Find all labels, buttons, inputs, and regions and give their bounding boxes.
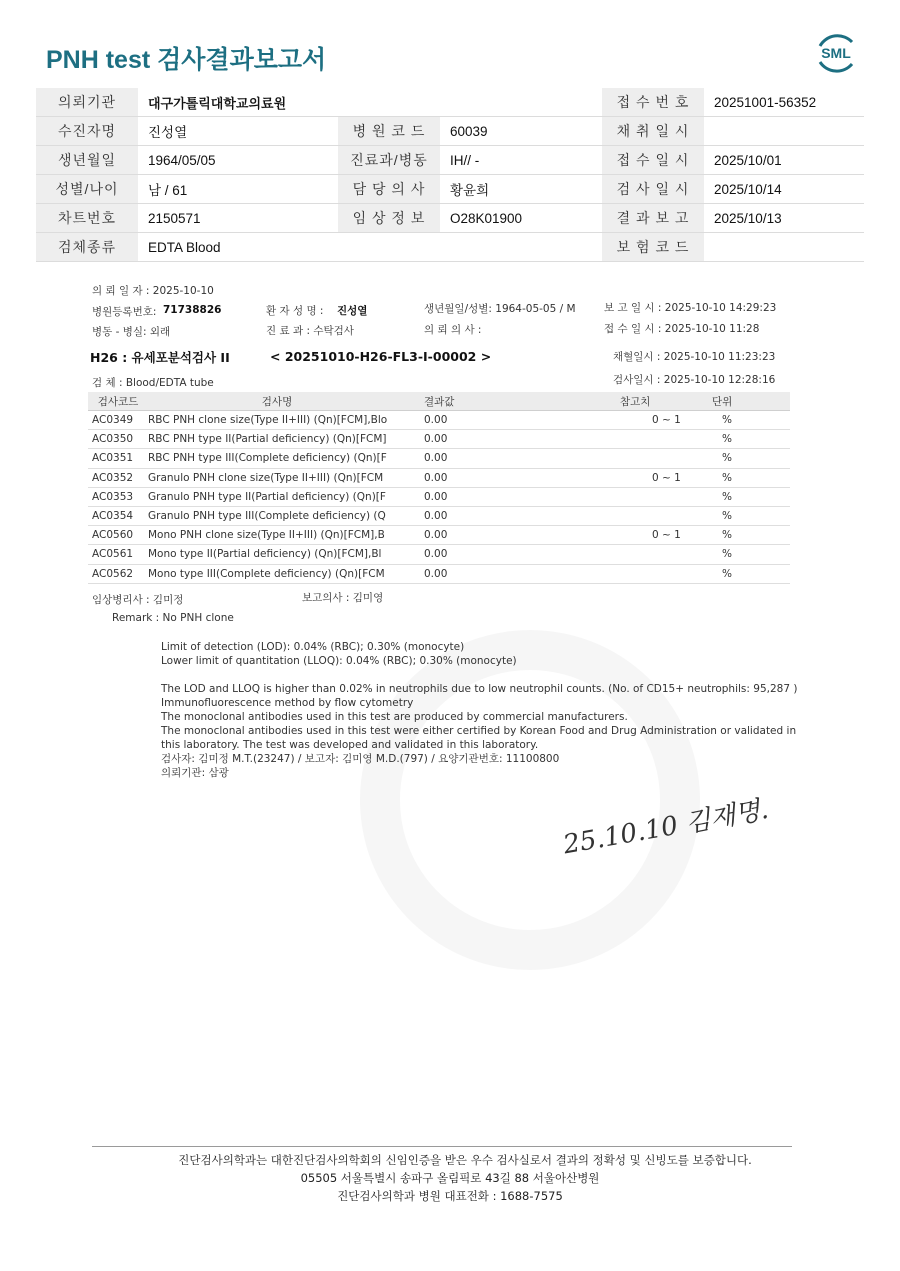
result-name: RBC PNH type III(Complete deficiency) (Qn)[F	[144, 449, 406, 468]
col-header: 검사명	[144, 392, 406, 411]
note-line: The monoclonal antibodies used in this test were either certified by Korean Food and Drug Administration or validated in	[161, 725, 797, 737]
info-value: EDTA Blood	[138, 233, 602, 262]
specimen: 검 체 : Blood/EDTA tube	[92, 377, 214, 389]
handwritten-signature: 25.10.10 김재명.	[561, 794, 771, 861]
results-table	[88, 392, 790, 584]
table-row	[88, 564, 790, 583]
note-line: this laboratory. The test was developed and validated in this laboratory.	[161, 739, 539, 751]
info-label: 수진자명	[36, 117, 138, 146]
request-date: 의 뢰 일 자 : 2025-10-10	[92, 285, 214, 297]
remark: Remark : No PNH clone	[112, 612, 234, 624]
info-value: 대구가톨릭대학교의료원	[138, 88, 602, 117]
note-line: Lower limit of quantitation (LLOQ): 0.04% (RBC); 0.30% (monocyte)	[161, 655, 517, 667]
table-row	[88, 468, 790, 487]
result-unit: %	[708, 449, 790, 468]
col-header: 참고치	[616, 392, 708, 411]
note-line: Immunofluorescence method by flow cytometry	[161, 697, 414, 709]
info-row	[36, 146, 864, 175]
results-header	[88, 392, 790, 411]
result-unit: %	[708, 526, 790, 545]
info-label: 결 과 보 고	[602, 204, 704, 233]
result-unit: %	[708, 430, 790, 449]
result-unit: %	[708, 564, 790, 583]
result-name: Granulo PNH type III(Complete deficiency) (Q	[144, 506, 406, 525]
result-code: AC0353	[88, 487, 144, 506]
col-header: 단위	[708, 392, 790, 411]
footer-line-2: 05505 서울특별시 송파구 올림픽로 43길 88 서울아산병원	[300, 1171, 600, 1185]
info-label: 담 당 의 사	[338, 175, 440, 204]
doctor: 의 뢰 의 사 :	[424, 324, 482, 336]
info-value: IH// -	[440, 146, 602, 175]
table-row	[88, 487, 790, 506]
table-row	[88, 411, 790, 430]
info-value: 남 / 61	[138, 175, 338, 204]
notes-block	[161, 640, 797, 780]
result-reference: 0 ~ 1	[616, 411, 708, 430]
info-value: 60039	[440, 117, 602, 146]
result-name: Mono PNH clone size(Type II+III) (Qn)[FCM],B	[144, 526, 406, 545]
result-value: 0.00	[406, 411, 616, 430]
info-label: 진료과/병동	[338, 146, 440, 175]
note-line: Limit of detection (LOD): 0.04% (RBC); 0.30% (monocyte)	[161, 641, 465, 653]
result-unit: %	[708, 545, 790, 564]
result-value: 0.00	[406, 449, 616, 468]
result-reference	[616, 487, 708, 506]
result-name: RBC PNH type II(Partial deficiency) (Qn)[FCM]	[144, 430, 406, 449]
info-label: 접 수 번 호	[602, 88, 704, 117]
report-title: PNH test 검사결과보고서	[46, 46, 327, 74]
info-label: 검체종류	[36, 233, 138, 262]
report-time: 보 고 일 시 : 2025-10-10 14:29:23	[604, 302, 777, 314]
result-name: Mono type III(Complete deficiency) (Qn)[FCM	[144, 564, 406, 583]
result-reference	[616, 545, 708, 564]
note-line: The monoclonal antibodies used in this test are produced by commercial manufacturers.	[161, 711, 628, 723]
result-value: 0.00	[406, 468, 616, 487]
info-label: 검 사 일 시	[602, 175, 704, 204]
result-unit: %	[708, 468, 790, 487]
result-code: AC0561	[88, 545, 144, 564]
dept: 진 료 과 : 수탁검사	[266, 325, 354, 337]
info-value: 황윤희	[440, 175, 602, 204]
scanned-report	[0, 270, 900, 1271]
result-reference	[616, 430, 708, 449]
patient-info-table	[36, 88, 864, 262]
test-time: 검사일시 : 2025-10-10 12:28:16	[613, 374, 776, 386]
info-value: 20251001-56352	[704, 88, 864, 117]
pathologist: 임상병리사 : 김미정	[92, 594, 184, 606]
result-code: AC0560	[88, 526, 144, 545]
section-title: H26 : 유세포분석검사 II	[90, 350, 230, 365]
watermark	[298, 568, 762, 1032]
patient-name: 진성열	[337, 305, 368, 317]
info-label: 의뢰기관	[36, 88, 138, 117]
info-label: 차트번호	[36, 204, 138, 233]
result-value: 0.00	[406, 430, 616, 449]
info-value: 진성열	[138, 117, 338, 146]
sml-logo	[812, 30, 860, 74]
result-reference	[616, 506, 708, 525]
result-code: AC0349	[88, 411, 144, 430]
info-label: 성별/나이	[36, 175, 138, 204]
result-value: 0.00	[406, 487, 616, 506]
info-label: 채 취 일 시	[602, 117, 704, 146]
result-reference	[616, 564, 708, 583]
result-code: AC0562	[88, 564, 144, 583]
result-value: 0.00	[406, 564, 616, 583]
result-value: 0.00	[406, 506, 616, 525]
result-code: AC0352	[88, 468, 144, 487]
note-line	[161, 668, 797, 682]
note-line: The LOD and LLOQ is higher than 0.02% in neutrophils due to low neutrophil counts. (No. of CD15+ neutrophils: 95,287 )	[161, 683, 798, 695]
info-value: O28K01900	[440, 204, 602, 233]
col-header: 결과값	[406, 392, 616, 411]
result-name: Mono type II(Partial deficiency) (Qn)[FCM],Bl	[144, 545, 406, 564]
table-row	[88, 545, 790, 564]
result-reference: 0 ~ 1	[616, 526, 708, 545]
col-header: 검사코드	[88, 392, 144, 411]
note-line: 의뢰기관: 삼광	[161, 767, 229, 779]
collected-time: 채혈일시 : 2025-10-10 11:23:23	[613, 351, 776, 363]
dob-sex: 생년월일/성별: 1964-05-05 / M	[424, 303, 576, 315]
sml-logo-text: SML	[821, 45, 851, 61]
result-unit: %	[708, 487, 790, 506]
reg-no: 71738826	[163, 304, 222, 316]
info-row	[36, 233, 864, 262]
accession-no: < 20251010-H26-FL3-I-00002 >	[270, 349, 492, 364]
footer-line-1: 진단검사의학과는 대한진단검사의학회의 신임인증을 받은 우수 검사실로서 결과의 정확성 및 신빙도를 보증합니다.	[178, 1153, 752, 1167]
patient-label: 환 자 성 명 :	[266, 305, 324, 317]
result-reference: 0 ~ 1	[616, 468, 708, 487]
info-value: 1964/05/05	[138, 146, 338, 175]
table-row	[88, 430, 790, 449]
result-code: AC0350	[88, 430, 144, 449]
footer-line-3: 진단검사의학과 병원 대표전화 : 1688-7575	[337, 1189, 563, 1203]
result-unit: %	[708, 506, 790, 525]
info-value: 2025/10/14	[704, 175, 864, 204]
info-label: 보 험 코 드	[602, 233, 704, 262]
result-value: 0.00	[406, 545, 616, 564]
footer-divider	[92, 1146, 792, 1147]
info-value: 2025/10/13	[704, 204, 864, 233]
table-row	[88, 506, 790, 525]
note-line: 검사자: 김미정 M.T.(23247) / 보고자: 김미영 M.D.(797) / 요양기관번호: 11100800	[161, 753, 560, 765]
info-label: 임 상 정 보	[338, 204, 440, 233]
result-name: Granulo PNH clone size(Type II+III) (Qn)[FCM	[144, 468, 406, 487]
result-reference	[616, 449, 708, 468]
info-value	[704, 117, 864, 146]
info-row	[36, 175, 864, 204]
info-value: 2150571	[138, 204, 338, 233]
result-code: AC0351	[88, 449, 144, 468]
reporting-doctor: 보고의사 : 김미영	[302, 592, 384, 604]
info-label: 접 수 일 시	[602, 146, 704, 175]
received-time: 접 수 일 시 : 2025-10-10 11:28	[604, 323, 760, 335]
result-name: RBC PNH clone size(Type II+III) (Qn)[FCM],Blo	[144, 411, 406, 430]
result-name: Granulo PNH type II(Partial deficiency) (Qn)[F	[144, 487, 406, 506]
table-row	[88, 449, 790, 468]
reg-no-label: 병원등록번호:	[92, 306, 157, 318]
result-unit: %	[708, 411, 790, 430]
table-row	[88, 526, 790, 545]
result-code: AC0354	[88, 506, 144, 525]
info-label: 병 원 코 드	[338, 117, 440, 146]
info-row	[36, 117, 864, 146]
info-value	[704, 233, 864, 262]
ward: 병동 - 병실: 외래	[92, 326, 171, 338]
info-row	[36, 88, 864, 117]
info-row	[36, 204, 864, 233]
info-label: 생년월일	[36, 146, 138, 175]
result-value: 0.00	[406, 526, 616, 545]
info-value: 2025/10/01	[704, 146, 864, 175]
